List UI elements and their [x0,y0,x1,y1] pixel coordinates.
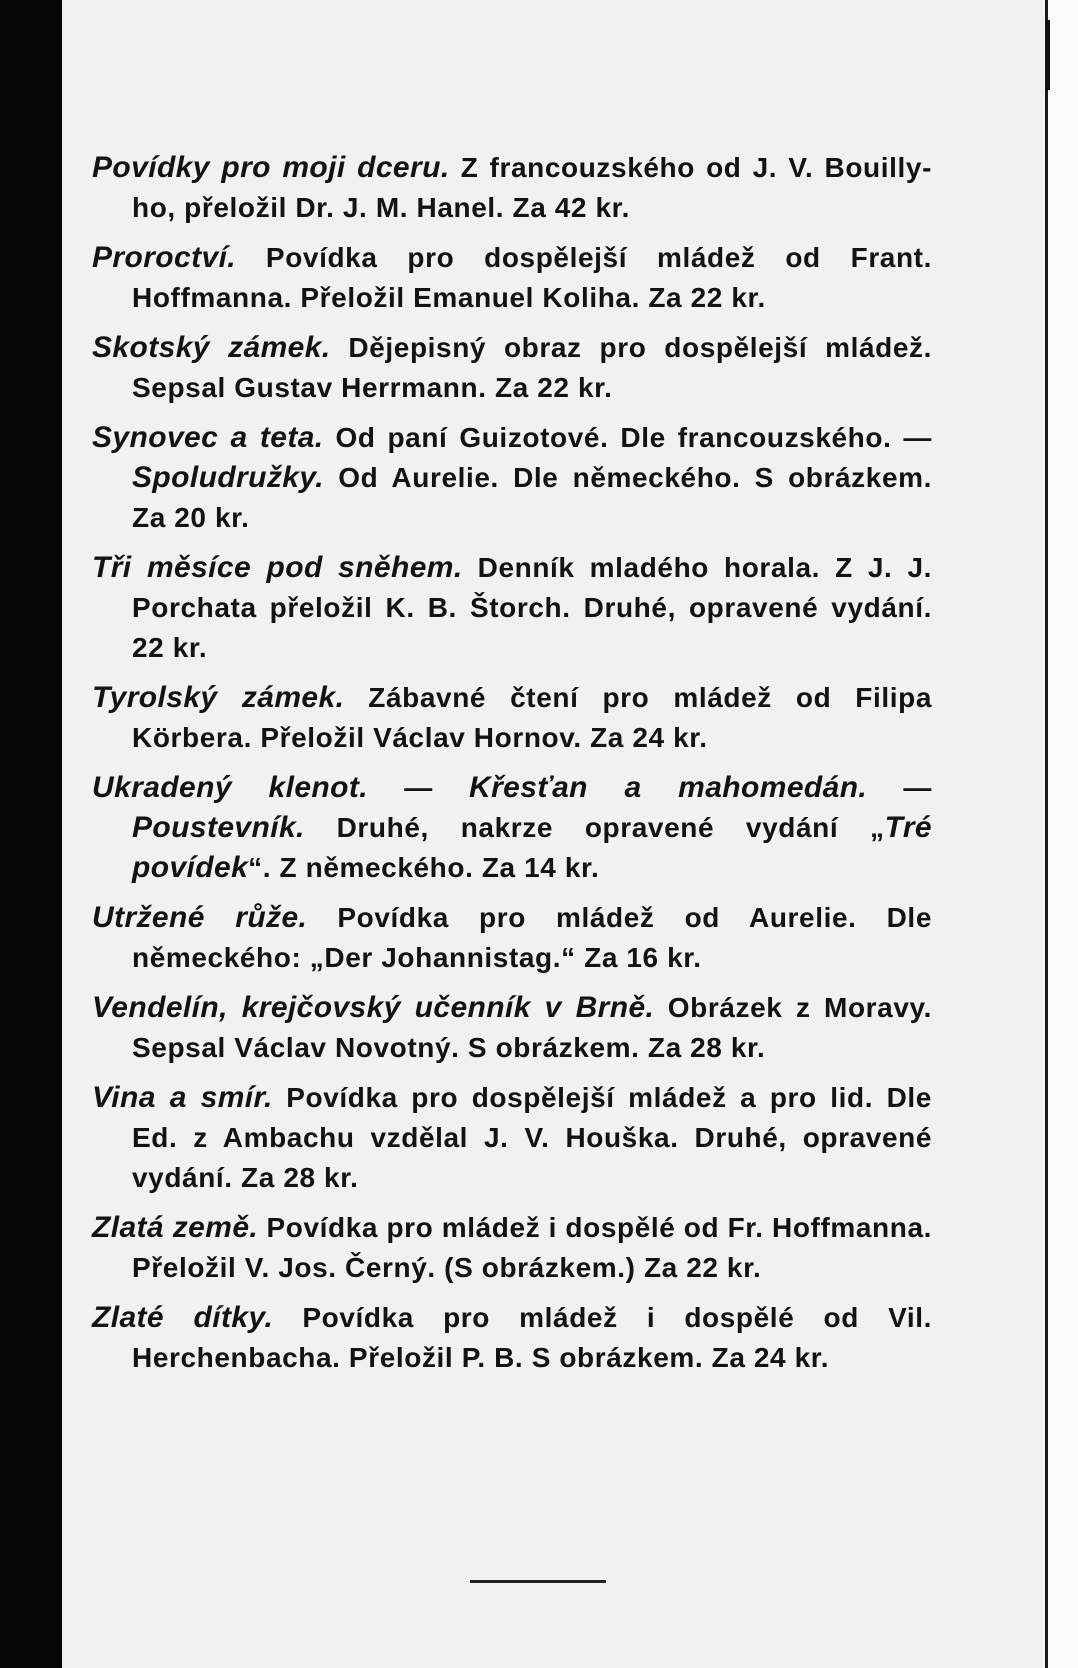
book-title: Synovec a teta. [92,421,324,454]
book-description: Od Aurelie. Dle německého. S obrázkem. Za 20 kr. [132,462,932,533]
catalog-entry [92,988,932,1068]
catalog-entry [92,238,932,318]
catalog-entry [92,418,932,538]
catalog-entry [92,548,932,668]
book-description: Od paní Guizotové. Dle francouzského. — [323,422,932,453]
closing-rule [470,1580,606,1583]
book-title: Zlaté dítky. [92,1301,274,1334]
catalog-entry [92,898,932,978]
catalog-entry [92,1078,932,1198]
scan-right-edge [1045,0,1078,1668]
book-description: Zábavné čtení pro mládež od Filipa Körbera. Přeložil Václav Hornov. Za 24 kr. [132,682,933,753]
book-title: Křesťan a mahomedán. [469,771,868,804]
catalog-entry [92,768,932,888]
book-title: Skotský zámek. [92,331,331,364]
catalog-entry [92,148,932,228]
book-description: — [867,772,932,803]
book-title: Vina a smír. [92,1081,273,1114]
catalog-entry [92,328,932,408]
book-description: Povídka pro dospělejší mládež a pro lid. Dle Ed. z Ambachu vzdělal J. V. Houška. Druhé, opravené vydání. Za 28 kr. [132,1082,932,1193]
page-edge-notch [1034,20,1050,90]
book-description: Povídka pro mládež i dospělé od Vil. Herchenbacha. Přeložil P. B. S obrázkem. Za 24 kr. [132,1302,932,1373]
book-title: Tyrolský zámek. [92,681,345,714]
book-title: Ukradený klenot. [92,771,368,804]
book-title: Vendelín, krejčovský učenník v Brně. [92,991,655,1024]
book-description: Druhé, nakrze opravené vydání „ [304,812,885,843]
book-title: Utržené růže. [92,901,308,934]
book-description: Denník mladého horala. Z J. J. Porchata přeložil K. B. Štorch. Druhé, opravené vydání. 22 kr. [132,552,932,663]
book-title: Tři měsíce pod sněhem. [92,551,463,584]
book-description: Povídka pro mládež od Aurelie. Dle německého: „Der Johannistag.“ Za 16 kr. [132,902,932,973]
book-title: Spoludružky. [132,461,325,494]
book-title: Proroctví. [92,241,237,274]
book-title: Zlatá země. [92,1211,259,1244]
book-description: Z francouzského od J. V. Bouilly-ho, přeložil Dr. J. M. Hanel. Za 42 kr. [132,152,932,223]
catalog-entry [92,1298,932,1378]
book-catalog-list [92,148,932,1388]
scan-left-margin [0,0,62,1668]
book-description: — [367,772,470,803]
book-description: Dějepisný obraz pro dospělejší mládež. Sepsal Gustav Herrmann. Za 22 kr. [132,332,933,403]
book-description: “. Z německého. Za 14 kr. [248,852,600,883]
book-description: Povídka pro mládež i dospělé od Fr. Hoffmanna. Přeložil V. Jos. Černý. (S obrázkem.) Za 22 kr. [132,1212,933,1283]
book-title: Poustevník. [132,811,305,844]
book-title: Povídky pro moji dceru. [92,151,450,184]
catalog-entry [92,678,932,758]
book-title: Tré povídek [132,811,932,884]
book-description: Povídka pro dospělejší mládež od Frant. Hoffmanna. Přeložil Emanuel Koliha. Za 22 kr. [132,242,932,313]
catalog-entry [92,1208,932,1288]
book-description: Obrázek z Moravy. Sepsal Václav Novotný. S obrázkem. Za 28 kr. [132,992,932,1063]
